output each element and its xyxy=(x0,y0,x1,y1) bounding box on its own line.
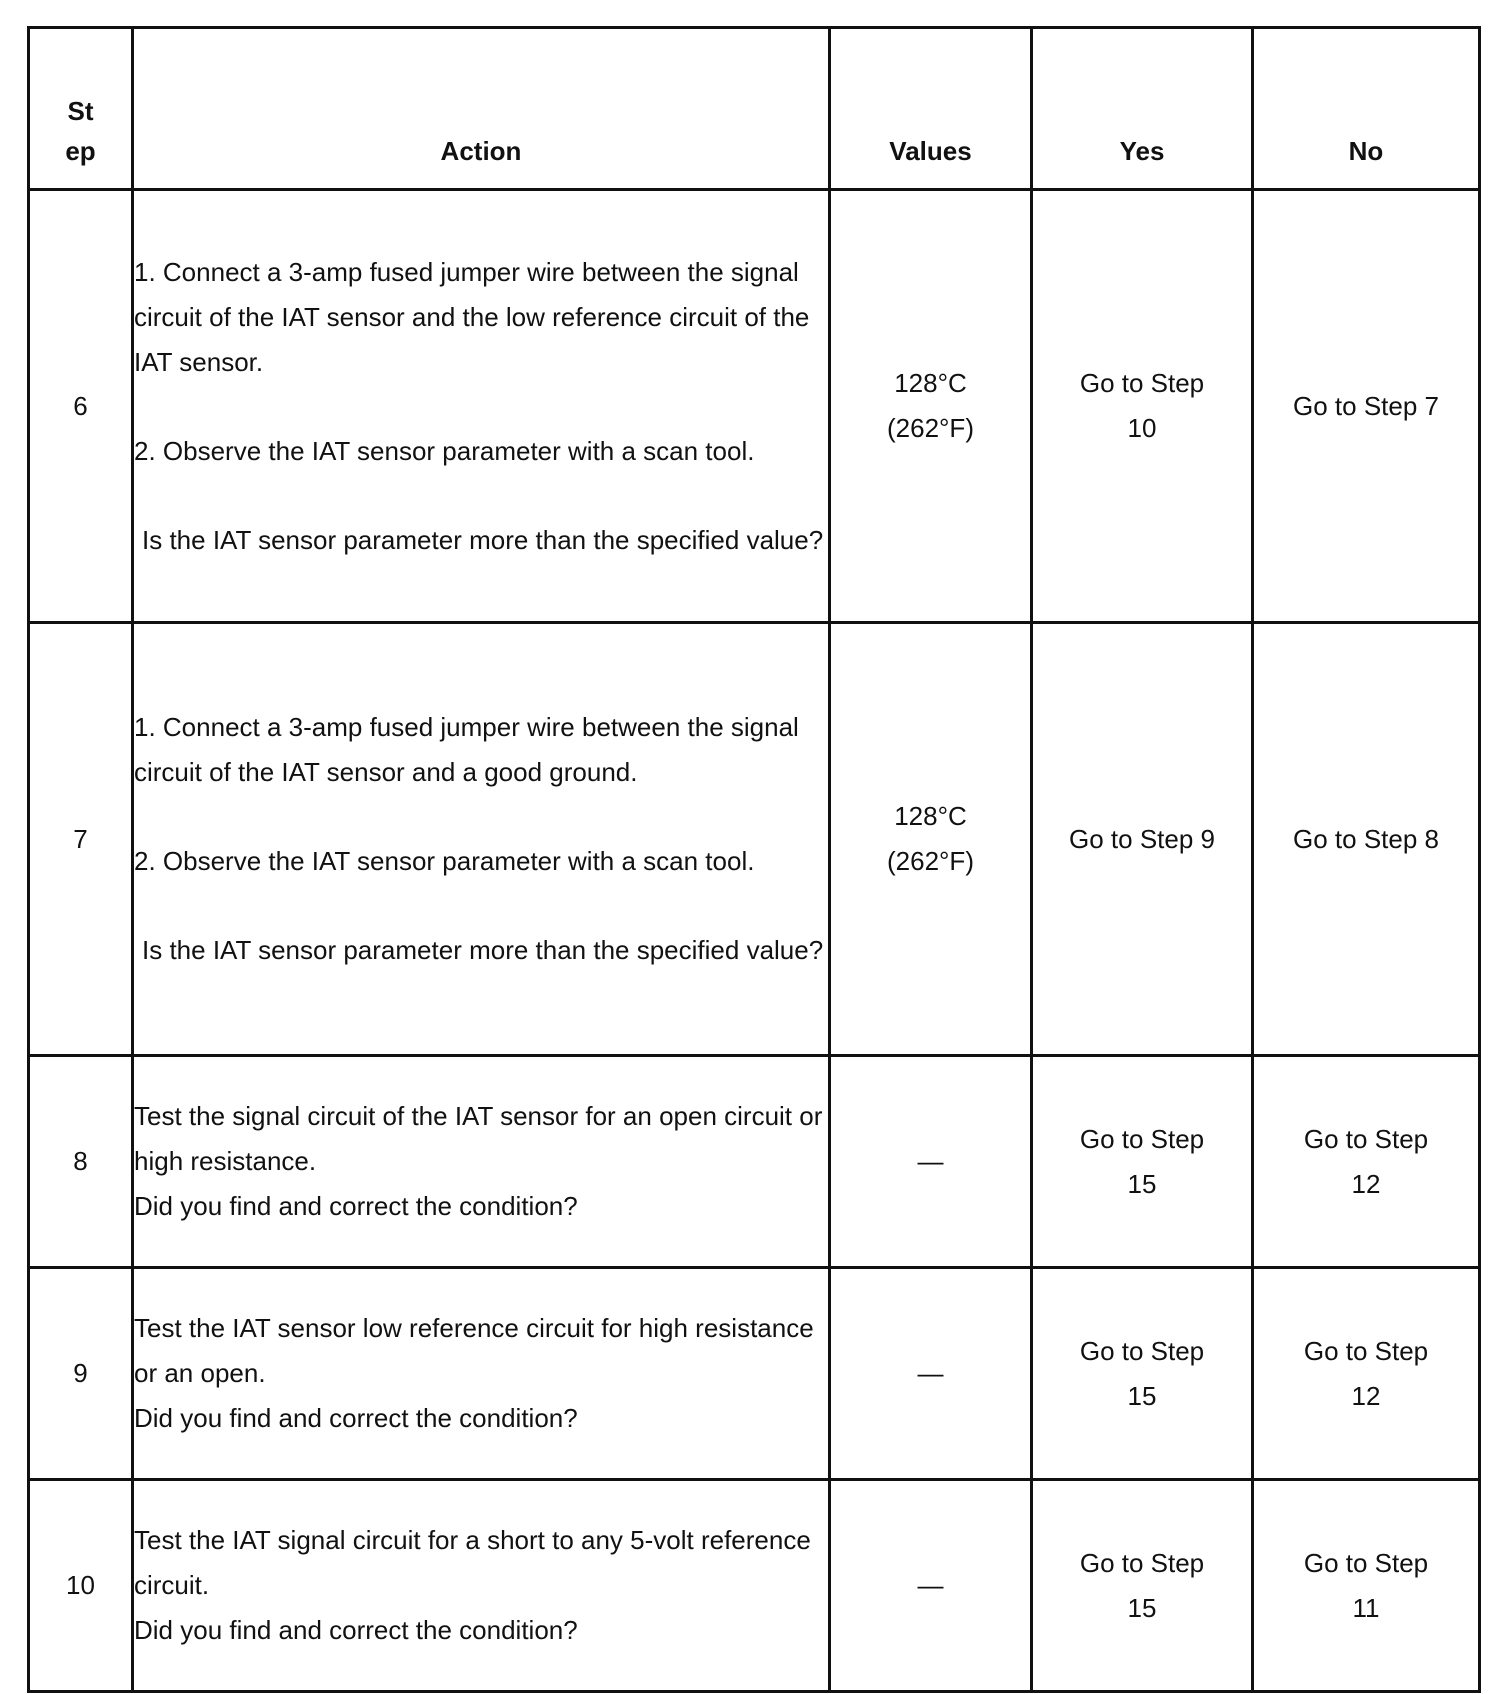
yes-cell xyxy=(1032,190,1253,623)
step-number: 7 xyxy=(29,623,133,1056)
table-row xyxy=(29,1268,1480,1480)
no-goto: Go to Step 7 xyxy=(1293,390,1439,421)
yes-goto: Go to Step 9 xyxy=(1069,823,1215,854)
yes-goto: Go to Step 15 xyxy=(1079,1547,1205,1623)
yes-cell xyxy=(1032,623,1253,1056)
yes-goto: Go to Step 15 xyxy=(1079,1123,1205,1199)
action-question: Is the IAT sensor parameter more than the specified value? xyxy=(142,935,824,965)
yes-goto: Go to Step 10 xyxy=(1079,368,1205,443)
yes-cell xyxy=(1032,1480,1253,1692)
action-cell xyxy=(133,623,830,1056)
values-celsius: 128°C xyxy=(894,368,967,398)
values-celsius: 128°C xyxy=(894,801,967,831)
action-question: Did you find and correct the condition? xyxy=(134,1615,578,1645)
action-cell xyxy=(133,1480,830,1692)
table-row xyxy=(29,1056,1480,1268)
no-cell xyxy=(1253,1480,1480,1692)
values-cell xyxy=(830,1480,1032,1692)
diagnostic-table xyxy=(27,26,1481,1693)
step-number: 6 xyxy=(29,190,133,623)
action-instruction-2: 2. Observe the IAT sensor parameter with a scan tool. xyxy=(134,435,755,466)
header-yes: Yes xyxy=(1032,28,1253,190)
action-cell xyxy=(133,1056,830,1268)
action-instruction-1: 1. Connect a 3-amp fused jumper wire between the signal circuit of the IAT sensor and the low reference circuit of the IAT sensor. xyxy=(134,256,810,377)
table-row xyxy=(29,1480,1480,1692)
values-cell xyxy=(830,1056,1032,1268)
no-goto: Go to Step 11 xyxy=(1303,1547,1429,1623)
action-question: Did you find and correct the condition? xyxy=(134,1191,578,1221)
no-goto: Go to Step 12 xyxy=(1303,1335,1429,1411)
values-fahrenheit: (262°F) xyxy=(887,413,974,443)
values-fahrenheit: (262°F) xyxy=(887,846,974,876)
action-instruction-1: Test the IAT sensor low reference circuit for high resistance or an open. xyxy=(134,1313,814,1388)
no-goto: Go to Step 12 xyxy=(1303,1123,1429,1199)
header-step xyxy=(29,28,133,190)
values-dash: — xyxy=(917,1358,944,1388)
values-cell xyxy=(830,1268,1032,1480)
no-cell xyxy=(1253,1056,1480,1268)
yes-goto: Go to Step 15 xyxy=(1079,1335,1205,1411)
step-number: 8 xyxy=(29,1056,133,1268)
action-cell xyxy=(133,1268,830,1480)
action-question: Is the IAT sensor parameter more than the specified value? xyxy=(142,524,824,555)
action-question: Did you find and correct the condition? xyxy=(134,1403,578,1433)
step-number: 10 xyxy=(29,1480,133,1692)
values-cell xyxy=(830,190,1032,623)
no-cell xyxy=(1253,623,1480,1056)
table-row xyxy=(29,623,1480,1056)
action-instruction-1: Test the signal circuit of the IAT sensor for an open circuit or high resistance. xyxy=(134,1101,823,1176)
action-instruction-1: Test the IAT signal circuit for a short to any 5-volt reference circuit. xyxy=(134,1525,811,1600)
no-goto: Go to Step 8 xyxy=(1293,823,1439,854)
step-number: 9 xyxy=(29,1268,133,1480)
action-instruction-2: 2. Observe the IAT sensor parameter with a scan tool. xyxy=(134,846,755,876)
header-action: Action xyxy=(133,28,830,190)
yes-cell xyxy=(1032,1056,1253,1268)
header-row xyxy=(29,28,1480,190)
header-step-text: St ep xyxy=(65,96,96,166)
values-dash: — xyxy=(917,1570,944,1600)
header-values: Values xyxy=(830,28,1032,190)
no-cell xyxy=(1253,1268,1480,1480)
yes-cell xyxy=(1032,1268,1253,1480)
action-instruction-1: 1. Connect a 3-amp fused jumper wire between the signal circuit of the IAT sensor and a good ground. xyxy=(134,712,799,787)
no-cell xyxy=(1253,190,1480,623)
action-cell xyxy=(133,190,830,623)
values-dash: — xyxy=(917,1146,944,1176)
values-cell xyxy=(830,623,1032,1056)
table-row xyxy=(29,190,1480,623)
header-no: No xyxy=(1253,28,1480,190)
